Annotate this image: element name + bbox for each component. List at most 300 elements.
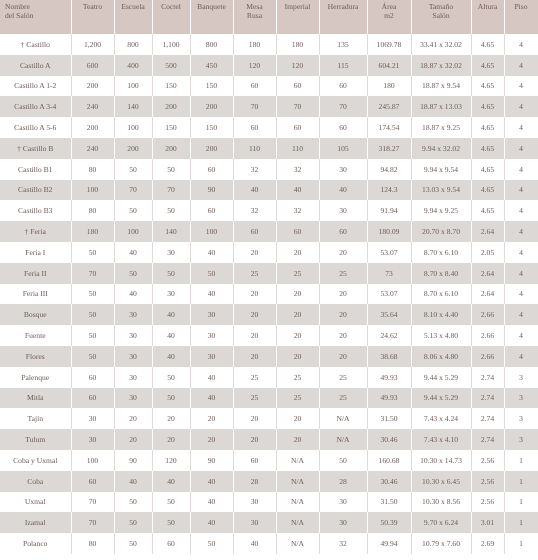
table-cell: 70 xyxy=(71,512,114,533)
table-cell: 9.44 x 5.29 xyxy=(411,388,471,409)
table-cell: 4.65 xyxy=(471,34,504,55)
table-cell: 25 xyxy=(233,367,276,388)
table-cell: 20 xyxy=(319,284,367,305)
table-cell: 120 xyxy=(276,55,319,76)
table-cell: 4 xyxy=(504,263,538,284)
table-cell: 30.46 xyxy=(367,429,411,450)
table-cell: 3 xyxy=(504,388,538,409)
table-cell: 20 xyxy=(233,325,276,346)
table-cell: 40 xyxy=(233,180,276,201)
table-cell: 180 xyxy=(367,76,411,97)
table-cell: 4 xyxy=(504,34,538,55)
table-row xyxy=(0,263,538,284)
table-cell: 9.70 x 6.24 xyxy=(411,512,471,533)
table-cell: 24.62 xyxy=(367,325,411,346)
table-cell: 30 xyxy=(233,492,276,513)
table-cell: 32 xyxy=(233,200,276,221)
table-cell: 4.65 xyxy=(471,138,504,159)
room-name-cell: Castillo A xyxy=(0,55,71,76)
table-cell: 800 xyxy=(190,34,233,55)
table-cell: 50 xyxy=(152,492,190,513)
table-cell: 50 xyxy=(152,388,190,409)
table-cell: 20 xyxy=(276,325,319,346)
table-row xyxy=(0,325,538,346)
table-cell: 40 xyxy=(190,492,233,513)
table-cell: 20 xyxy=(233,242,276,263)
table-row xyxy=(0,117,538,138)
room-name-cell: † Feria xyxy=(0,221,71,242)
table-cell: 200 xyxy=(190,138,233,159)
header-tamano: Tamaño Salón xyxy=(411,0,471,34)
table-row xyxy=(0,533,538,554)
table-cell: 50 xyxy=(190,263,233,284)
room-name-cell: Feria I xyxy=(0,242,71,263)
room-name-cell: Castillo A 3-4 xyxy=(0,96,71,117)
table-header xyxy=(0,0,538,34)
table-cell: 4 xyxy=(504,200,538,221)
header-imperial: Imperial xyxy=(276,0,319,34)
table-cell: 4.65 xyxy=(471,200,504,221)
room-name-cell: Castillo B2 xyxy=(0,180,71,201)
table-cell: 2.64 xyxy=(471,263,504,284)
table-cell: 2.64 xyxy=(471,284,504,305)
table-row xyxy=(0,367,538,388)
table-cell: 30 xyxy=(114,346,152,367)
table-cell: 30 xyxy=(71,429,114,450)
table-cell: 30.46 xyxy=(367,471,411,492)
table-row xyxy=(0,408,538,429)
table-cell: 4 xyxy=(504,242,538,263)
table-cell: 30 xyxy=(319,200,367,221)
table-cell: 110 xyxy=(276,138,319,159)
table-cell: 25 xyxy=(319,263,367,284)
table-cell: 1 xyxy=(504,512,538,533)
table-cell: 90 xyxy=(114,450,152,471)
table-cell: 25 xyxy=(233,388,276,409)
room-name-cell: Castillo A 5-6 xyxy=(0,117,71,138)
table-cell: 160.68 xyxy=(367,450,411,471)
table-cell: 50 xyxy=(71,304,114,325)
table-cell: 18.87 x 9.54 xyxy=(411,76,471,97)
table-cell: 4.65 xyxy=(471,55,504,76)
room-name-cell: Feria III xyxy=(0,284,71,305)
header-altura: Altura xyxy=(471,0,504,34)
room-name-cell: Polanco xyxy=(0,533,71,554)
table-cell: 32 xyxy=(319,533,367,554)
table-cell: 50 xyxy=(71,325,114,346)
table-cell: 50 xyxy=(190,533,233,554)
table-cell: 100 xyxy=(71,180,114,201)
table-cell: 4 xyxy=(504,346,538,367)
table-cell: 25 xyxy=(276,388,319,409)
table-cell: 18.87 x 13.03 xyxy=(411,96,471,117)
table-cell: 50 xyxy=(71,242,114,263)
table-row xyxy=(0,512,538,533)
table-cell: 32 xyxy=(276,200,319,221)
room-name-cell: Feria II xyxy=(0,263,71,284)
table-cell: 140 xyxy=(114,96,152,117)
table-cell: 2.56 xyxy=(471,471,504,492)
table-cell: N/A xyxy=(276,450,319,471)
table-cell: 50 xyxy=(114,200,152,221)
table-cell: 50 xyxy=(152,159,190,180)
table-cell: 3 xyxy=(504,408,538,429)
table-cell: 53.07 xyxy=(367,284,411,305)
table-cell: 135 xyxy=(319,34,367,55)
table-cell: 200 xyxy=(71,76,114,97)
table-cell: 53.07 xyxy=(367,242,411,263)
header-name: Nombre del Salón xyxy=(0,0,71,34)
table-cell: 1 xyxy=(504,471,538,492)
table-cell: 110 xyxy=(233,138,276,159)
table-cell: 150 xyxy=(190,76,233,97)
table-row xyxy=(0,96,538,117)
table-cell: 120 xyxy=(152,450,190,471)
table-cell: 4 xyxy=(504,221,538,242)
table-cell: 70 xyxy=(71,263,114,284)
table-cell: 7.43 x 4.10 xyxy=(411,429,471,450)
table-cell: 60 xyxy=(233,76,276,97)
table-cell: 50 xyxy=(71,346,114,367)
table-cell: 8.10 x 4.40 xyxy=(411,304,471,325)
table-cell: 100 xyxy=(71,450,114,471)
table-cell: 28 xyxy=(319,471,367,492)
table-cell: 70 xyxy=(114,180,152,201)
table-cell: 2.69 xyxy=(471,533,504,554)
table-cell: 40 xyxy=(190,284,233,305)
room-name-cell: Uxmal xyxy=(0,492,71,513)
table-cell: 20 xyxy=(114,408,152,429)
table-cell: N/A xyxy=(319,408,367,429)
table-cell: 40 xyxy=(233,533,276,554)
table-cell: 30 xyxy=(114,325,152,346)
table-cell: 20 xyxy=(276,408,319,429)
table-cell: N/A xyxy=(276,471,319,492)
table-cell: 40 xyxy=(190,367,233,388)
table-cell: 20 xyxy=(152,408,190,429)
room-name-cell: Coba y Uxmal xyxy=(0,450,71,471)
table-cell: 50 xyxy=(71,284,114,305)
table-cell: 100 xyxy=(114,221,152,242)
room-name-cell: Tulum xyxy=(0,429,71,450)
table-cell: 1 xyxy=(504,533,538,554)
table-cell: 90 xyxy=(190,450,233,471)
table-cell: 30 xyxy=(319,492,367,513)
table-cell: 20 xyxy=(319,346,367,367)
table-cell: 800 xyxy=(114,34,152,55)
table-cell: 60 xyxy=(152,533,190,554)
table-cell: 60 xyxy=(319,117,367,138)
table-cell: 25 xyxy=(276,263,319,284)
room-name-cell: † Castillo xyxy=(0,34,71,55)
table-cell: 31.50 xyxy=(367,408,411,429)
table-cell: 38.68 xyxy=(367,346,411,367)
table-cell: 4 xyxy=(504,304,538,325)
table-cell: 7.43 x 4.24 xyxy=(411,408,471,429)
table-cell: 13.03 x 9.54 xyxy=(411,180,471,201)
table-cell: 10.30 x 6.45 xyxy=(411,471,471,492)
room-name-cell: Izamal xyxy=(0,512,71,533)
table-cell: 245.87 xyxy=(367,96,411,117)
table-cell: 70 xyxy=(319,96,367,117)
table-cell: 49.93 xyxy=(367,367,411,388)
table-cell: 25 xyxy=(319,367,367,388)
table-cell: 20 xyxy=(276,284,319,305)
table-cell: 604.21 xyxy=(367,55,411,76)
header-teatro: Teatro xyxy=(71,0,114,34)
table-cell: 318.27 xyxy=(367,138,411,159)
table-cell: 4 xyxy=(504,138,538,159)
table-cell: 200 xyxy=(152,138,190,159)
table-cell: 9.94 x 32.02 xyxy=(411,138,471,159)
room-name-cell: † Castillo B xyxy=(0,138,71,159)
table-row xyxy=(0,242,538,263)
table-cell: 1 xyxy=(504,450,538,471)
table-cell: 60 xyxy=(71,388,114,409)
table-cell: 1 xyxy=(504,492,538,513)
table-row xyxy=(0,159,538,180)
table-cell: 4.65 xyxy=(471,180,504,201)
table-cell: 80 xyxy=(71,159,114,180)
table-cell: 4 xyxy=(504,284,538,305)
table-cell: 40 xyxy=(152,304,190,325)
table-cell: 30 xyxy=(114,304,152,325)
table-cell: 200 xyxy=(152,96,190,117)
table-cell: 180 xyxy=(71,221,114,242)
table-cell: 60 xyxy=(319,76,367,97)
table-row xyxy=(0,429,538,450)
table-cell: 180 xyxy=(276,34,319,55)
table-row xyxy=(0,138,538,159)
table-cell: 20 xyxy=(319,325,367,346)
table-cell: 2.66 xyxy=(471,304,504,325)
room-name-cell: Fuente xyxy=(0,325,71,346)
table-cell: 28 xyxy=(233,471,276,492)
table-cell: 4.65 xyxy=(471,76,504,97)
table-row xyxy=(0,492,538,513)
table-cell: 33.41 x 32.02 xyxy=(411,34,471,55)
table-cell: 2.74 xyxy=(471,408,504,429)
table-cell: 40 xyxy=(152,471,190,492)
table-cell: 18.87 x 9.25 xyxy=(411,117,471,138)
table-cell: 40 xyxy=(190,242,233,263)
room-name-cell: Flores xyxy=(0,346,71,367)
room-name-cell: Castillo B3 xyxy=(0,200,71,221)
table-cell: 30 xyxy=(152,242,190,263)
table-cell: 150 xyxy=(152,76,190,97)
table-cell: 73 xyxy=(367,263,411,284)
table-cell: 60 xyxy=(71,471,114,492)
table-cell: 124.3 xyxy=(367,180,411,201)
table-cell: 32 xyxy=(276,159,319,180)
table-cell: 80 xyxy=(71,533,114,554)
table-cell: 50 xyxy=(114,263,152,284)
table-cell: 20 xyxy=(190,429,233,450)
table-cell: 50 xyxy=(152,367,190,388)
table-cell: 30 xyxy=(152,284,190,305)
room-name-cell: Bosque xyxy=(0,304,71,325)
table-cell: 2.56 xyxy=(471,450,504,471)
table-cell: 200 xyxy=(114,138,152,159)
table-cell: 35.64 xyxy=(367,304,411,325)
table-cell: 240 xyxy=(71,96,114,117)
table-cell: 2.66 xyxy=(471,325,504,346)
table-cell: 50 xyxy=(114,533,152,554)
table-cell: 60 xyxy=(190,200,233,221)
table-cell: 60 xyxy=(319,221,367,242)
table-cell: 30 xyxy=(71,408,114,429)
table-cell: 30 xyxy=(319,159,367,180)
table-cell: 240 xyxy=(71,138,114,159)
table-cell: 4 xyxy=(504,96,538,117)
table-cell: 140 xyxy=(152,221,190,242)
table-cell: N/A xyxy=(319,429,367,450)
table-cell: 8.70 x 6.10 xyxy=(411,242,471,263)
table-cell: 50 xyxy=(114,492,152,513)
table-cell: 20 xyxy=(233,429,276,450)
table-cell: 9.94 x 9.54 xyxy=(411,159,471,180)
table-cell: 70 xyxy=(152,180,190,201)
table-cell: 32 xyxy=(233,159,276,180)
table-cell: 60 xyxy=(71,367,114,388)
table-cell: 400 xyxy=(114,55,152,76)
table-row xyxy=(0,388,538,409)
table-cell: 4 xyxy=(504,76,538,97)
table-cell: 40 xyxy=(190,388,233,409)
table-cell: 105 xyxy=(319,138,367,159)
table-cell: 5.13 x 4.80 xyxy=(411,325,471,346)
table-row xyxy=(0,55,538,76)
table-cell: N/A xyxy=(276,512,319,533)
table-cell: 50 xyxy=(152,263,190,284)
table-cell: 40 xyxy=(190,471,233,492)
table-cell: 18.87 x 32.02 xyxy=(411,55,471,76)
table-row xyxy=(0,180,538,201)
table-cell: 20.70 x 8.70 xyxy=(411,221,471,242)
table-cell: 8.70 x 8.40 xyxy=(411,263,471,284)
table-cell: 20 xyxy=(276,242,319,263)
table-cell: 20 xyxy=(276,429,319,450)
room-name-cell: Tajín xyxy=(0,408,71,429)
table-cell: 40 xyxy=(152,325,190,346)
table-cell: 30 xyxy=(233,512,276,533)
room-name-cell: Mitla xyxy=(0,388,71,409)
table-cell: 600 xyxy=(71,55,114,76)
table-cell: 8.06 x 4.80 xyxy=(411,346,471,367)
header-escuela: Escuela xyxy=(114,0,152,34)
header-banquete: Banquete xyxy=(190,0,233,34)
table-cell: 2.64 xyxy=(471,221,504,242)
room-name-cell: Castillo B1 xyxy=(0,159,71,180)
header-piso: Piso xyxy=(504,0,538,34)
table-cell: 2.66 xyxy=(471,346,504,367)
table-cell: 90 xyxy=(190,180,233,201)
table-cell: 100 xyxy=(114,76,152,97)
table-cell: 150 xyxy=(152,117,190,138)
table-row xyxy=(0,304,538,325)
table-cell: 20 xyxy=(233,284,276,305)
table-cell: 60 xyxy=(233,117,276,138)
table-cell: 50 xyxy=(152,512,190,533)
table-cell: 40 xyxy=(152,346,190,367)
table-cell: 4 xyxy=(504,180,538,201)
room-name-cell: Palenque xyxy=(0,367,71,388)
table-cell: 30 xyxy=(114,367,152,388)
table-cell: 10.30 x 8.56 xyxy=(411,492,471,513)
table-cell: 25 xyxy=(276,367,319,388)
table-cell: 4.65 xyxy=(471,96,504,117)
table-cell: 20 xyxy=(276,346,319,367)
table-cell: 40 xyxy=(114,242,152,263)
table-cell: 31.50 xyxy=(367,492,411,513)
table-cell: 40 xyxy=(190,512,233,533)
table-cell: 9.94 x 9.25 xyxy=(411,200,471,221)
table-cell: 4 xyxy=(504,159,538,180)
table-cell: 30 xyxy=(190,325,233,346)
table-row xyxy=(0,346,538,367)
table-cell: 4 xyxy=(504,55,538,76)
table-cell: 1,200 xyxy=(71,34,114,55)
table-cell: 4 xyxy=(504,325,538,346)
table-cell: 60 xyxy=(233,221,276,242)
table-cell: 60 xyxy=(276,117,319,138)
table-cell: 10.30 x 14.73 xyxy=(411,450,471,471)
table-cell: 49.94 xyxy=(367,533,411,554)
table-cell: 115 xyxy=(319,55,367,76)
table-cell: 120 xyxy=(233,55,276,76)
room-name-cell: Castillo A 1-2 xyxy=(0,76,71,97)
table-cell: 2.05 xyxy=(471,242,504,263)
table-cell: 180.09 xyxy=(367,221,411,242)
table-cell: 49.93 xyxy=(367,388,411,409)
table-cell: 30 xyxy=(190,346,233,367)
table-cell: 10.79 x 7.60 xyxy=(411,533,471,554)
table-cell: 94.82 xyxy=(367,159,411,180)
table-cell: 500 xyxy=(152,55,190,76)
header-row xyxy=(0,0,538,34)
table-cell: 100 xyxy=(114,117,152,138)
table-cell: 50 xyxy=(114,159,152,180)
table-cell: 9.44 x 5.29 xyxy=(411,367,471,388)
table-row xyxy=(0,34,538,55)
table-cell: 2.74 xyxy=(471,429,504,450)
table-cell: 1069.78 xyxy=(367,34,411,55)
table-cell: 20 xyxy=(233,408,276,429)
table-cell: 40 xyxy=(114,284,152,305)
table-cell: 20 xyxy=(319,304,367,325)
table-cell: 3 xyxy=(504,429,538,450)
table-body xyxy=(0,34,538,554)
table-cell: 450 xyxy=(190,55,233,76)
table-row xyxy=(0,200,538,221)
table-cell: 180 xyxy=(233,34,276,55)
header-mesa-rusa: Mesa Rusa xyxy=(233,0,276,34)
table-cell: 3 xyxy=(504,367,538,388)
table-cell: 4 xyxy=(504,117,538,138)
table-cell: 40 xyxy=(319,180,367,201)
table-cell: 20 xyxy=(190,408,233,429)
table-cell: 2.56 xyxy=(471,492,504,513)
table-cell: 91.94 xyxy=(367,200,411,221)
table-cell: 100 xyxy=(190,221,233,242)
table-cell: 150 xyxy=(190,117,233,138)
table-cell: 25 xyxy=(233,263,276,284)
table-cell: 30 xyxy=(319,512,367,533)
table-cell: 200 xyxy=(71,117,114,138)
table-cell: 70 xyxy=(71,492,114,513)
table-cell: 30 xyxy=(114,388,152,409)
table-cell: 50.39 xyxy=(367,512,411,533)
